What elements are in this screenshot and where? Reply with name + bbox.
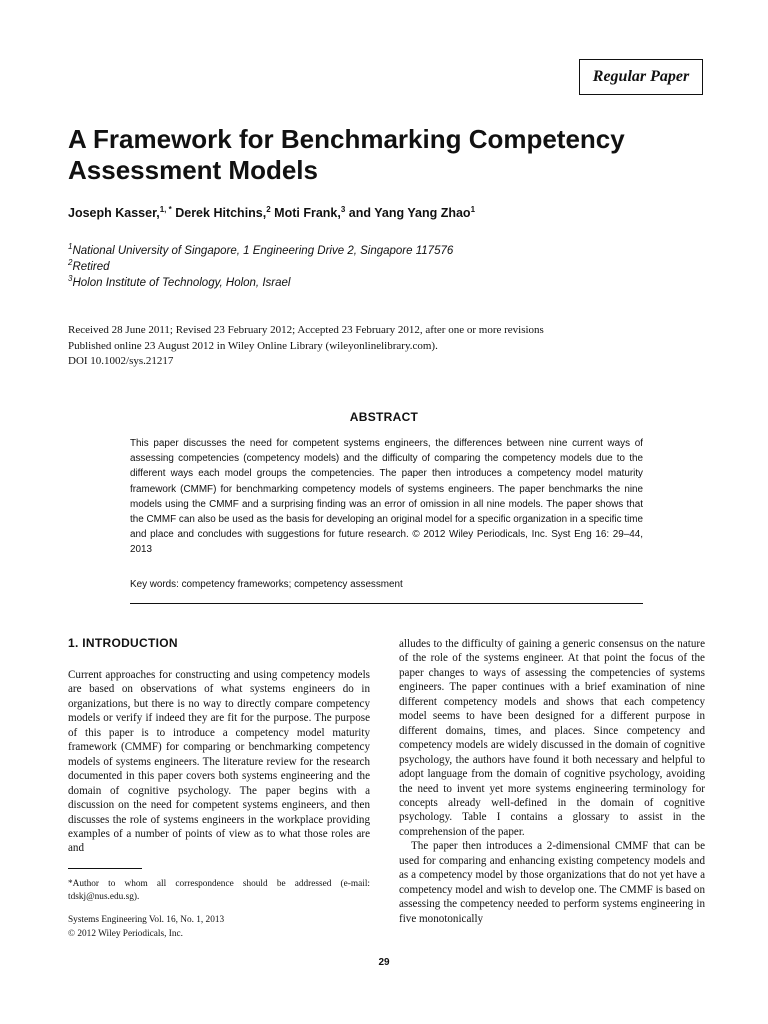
author-affiliation-mark: 3 — [340, 204, 346, 214]
paper-type-badge: Regular Paper — [579, 59, 703, 95]
intro-column-2 — [399, 637, 705, 926]
author-separator: and — [345, 206, 375, 220]
author-name: Derek Hitchins, — [175, 206, 267, 220]
author-affiliation-mark: 2 — [266, 204, 271, 214]
affiliation-2: $^2$Retired — [68, 258, 110, 273]
author-affiliation-mark: 1, * — [159, 204, 172, 214]
doi: DOI 10.1002/sys.21217 — [68, 355, 174, 367]
page-number: 29 — [378, 957, 390, 968]
abstract-heading: ABSTRACT — [349, 410, 419, 424]
correspondence-footnote: *Author to whom all correspondence should be addressed (e-mail: tdskj@nus.edu.sg). — [68, 879, 370, 902]
author-affiliation-mark: 1 — [470, 204, 476, 214]
journal-citation: Systems Engineering Vol. 16, No. 1, 2013 — [68, 915, 225, 925]
journal-info — [68, 914, 224, 941]
footnote-divider — [68, 868, 142, 869]
abstract-divider — [130, 603, 643, 604]
intro-paragraph: The paper then introduces a 2-dimensional CMMF that can be used for comparing and enhancing existing competency models and as a competency model by those organizations that do not yet have a competency model and wish to develop one. The CMMF is based on assessing the competency needed to perform systems engineering in five monotonically — [399, 840, 705, 925]
copyright: © 2012 Wiley Periodicals, Inc. — [68, 928, 183, 939]
section-heading: 1. INTRODUCTION — [68, 636, 178, 650]
affiliation-1: $^1$National University of Singapore, 1 Engineering Drive 2, Singapore 117576 — [68, 242, 454, 257]
received-dates: Received 28 June 2011; Revised 23 February 2012; Accepted 23 February 2012, after one or more revisions — [68, 324, 544, 336]
author-name: Moti Frank, — [274, 206, 341, 220]
paper-title: A Framework for Benchmarking Competency Assessment Models — [68, 124, 625, 185]
abstract-body: This paper discusses the need for competent systems engineers, the differences between nine current ways of assessing competencies (competency models) and the difficulty of comparing the competency models due to the different ways each model groups the competencies. The paper then introduces a competency model maturity framework (CMMF) for benchmarking competency models of systems engineers. The paper benchmarks the nine models using the CMMF and a surprising finding was an error of omission in all nine models. The paper shows that the CMMF can also be used as the basis for developing an original model for a specific organization in a specific time and place and concludes with suggestions for future research. © 2012 Wiley Periodicals, Inc. Syst Eng 16: 29–44, 2013 — [130, 438, 643, 556]
author-list — [68, 206, 475, 220]
author-name: Joseph Kasser, — [68, 206, 160, 220]
published-online: Published online 23 August 2012 in Wiley Online Library (wileyonlinelibrary.com). — [68, 340, 438, 352]
affiliation-3: $^3$Holon Institute of Technology, Holon, Israel — [68, 274, 291, 289]
intro-column-1: Current approaches for constructing and using competency models are based on observations of what systems engineers do in organizations, but there is no way to directly compare competency models or verify if indeed they are fit for the purpose. The purpose of this paper is to introduce a competency model maturity framework (CMMF) for comparing or benchmarking competency models of systems engineers. The literature review for the research documented in this paper covers both systems engineering and the domain of cognitive psychology. The paper begins with a discussion on the need for competent systems engineers, and then discusses the role of systems engineers in the workplace providing examples of a number of points of view as to what those roles are and — [68, 669, 370, 855]
author-name: Yang Yang Zhao — [374, 206, 471, 220]
intro-paragraph: alludes to the difficulty of gaining a generic consensus on the nature of the role of the systems engineer. At that point the focus of the paper changes to ways of assessing the competencies of systems engineers. The paper continues with a brief examination of nine different competency models and shows that each competency model seems to have been designed for a different purpose in different domains, times, and places. Since competency and competency models are widely discussed in the domain of cognitive psychology, the authors have found it both necessary and helpful to adopt language from the domain of cognitive psychology, avoiding the need to invent yet more systems engineering terminology for concepts already well-defined in the domain of cognitive psychology. Table I contains a glossary to assist in the comprehension of the paper. — [399, 638, 705, 838]
keywords: Key words: competency frameworks; competency assessment — [130, 579, 403, 590]
